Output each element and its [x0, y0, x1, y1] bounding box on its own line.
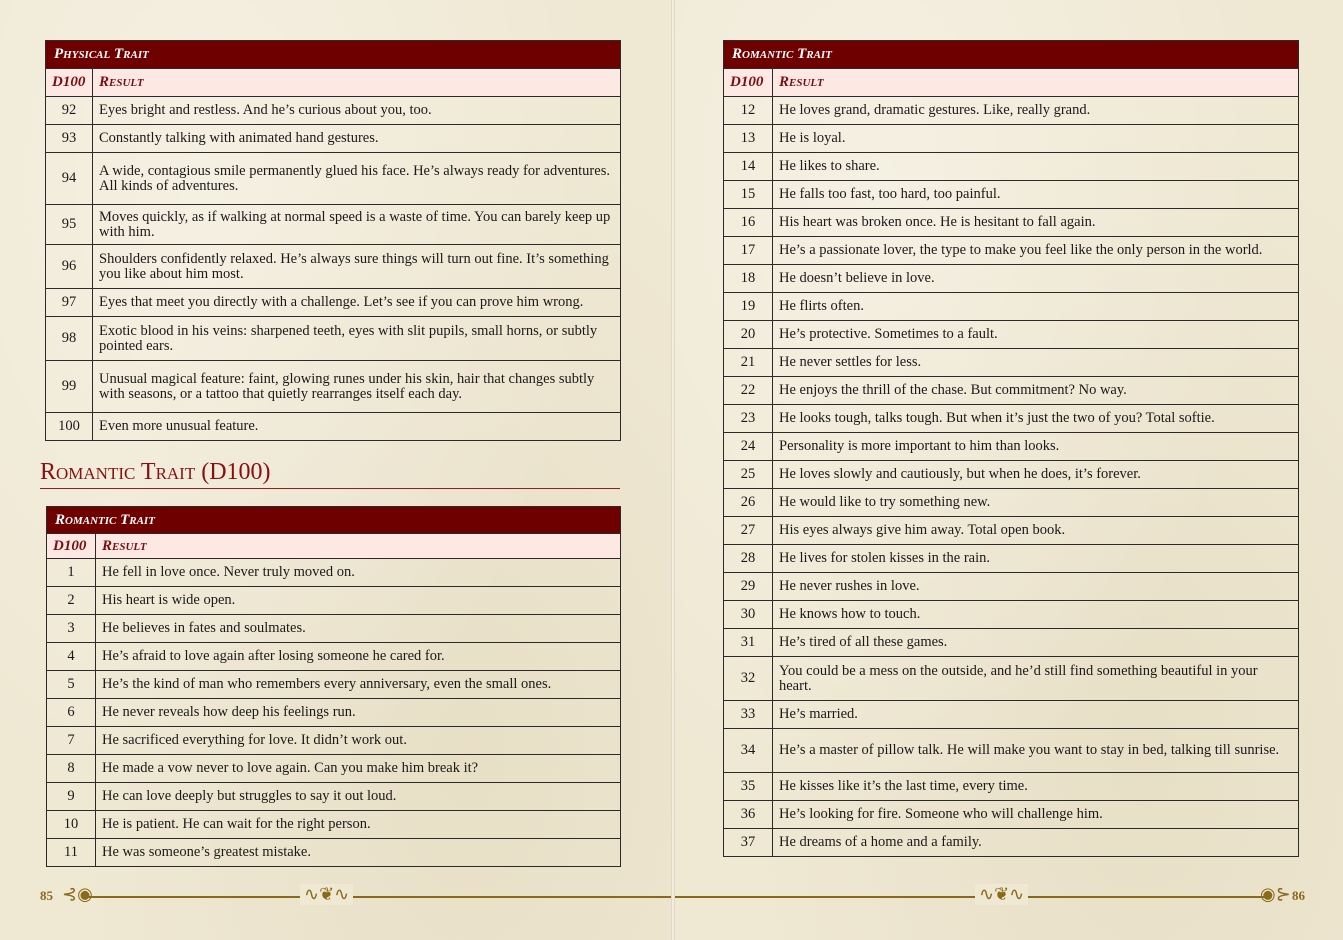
- roll-number: 10: [47, 811, 96, 839]
- table-row: [47, 727, 621, 755]
- result-text: He never reveals how deep his feelings run.: [96, 699, 621, 727]
- col-header-die: D100: [47, 534, 96, 559]
- scroll-ornament-icon: ◉⊱: [1260, 884, 1291, 904]
- result-text: He made a vow never to love again. Can you make him break it?: [96, 755, 621, 783]
- table-row: [724, 377, 1299, 405]
- result-text: He falls too fast, too hard, too painful.: [773, 181, 1299, 209]
- roll-number: 28: [724, 545, 773, 573]
- result-text: He dreams of a home and a family.: [773, 829, 1299, 857]
- result-text: He is patient. He can wait for the right person.: [96, 811, 621, 839]
- roll-number: 100: [46, 413, 93, 441]
- left-page: [0, 0, 671, 940]
- roll-number: 13: [724, 125, 773, 153]
- result-text: Eyes that meet you directly with a challenge. Let’s see if you can prove him wrong.: [93, 289, 621, 317]
- table-row: [724, 321, 1299, 349]
- roll-number: 16: [724, 209, 773, 237]
- result-text: Even more unusual feature.: [93, 413, 621, 441]
- roll-number: 27: [724, 517, 773, 545]
- result-text: He enjoys the thrill of the chase. But commitment? No way.: [773, 377, 1299, 405]
- roll-number: 24: [724, 433, 773, 461]
- romantic-trait-table: [723, 40, 1299, 857]
- table-row: [724, 181, 1299, 209]
- roll-number: 21: [724, 349, 773, 377]
- roll-number: 31: [724, 629, 773, 657]
- table-row: [724, 405, 1299, 433]
- roll-number: 37: [724, 829, 773, 857]
- roll-number: 92: [46, 97, 93, 125]
- roll-number: 26: [724, 489, 773, 517]
- roll-number: 14: [724, 153, 773, 181]
- result-text: His eyes always give him away. Total open book.: [773, 517, 1299, 545]
- roll-number: 36: [724, 801, 773, 829]
- result-text: He never rushes in love.: [773, 573, 1299, 601]
- roll-number: 19: [724, 293, 773, 321]
- roll-number: 22: [724, 377, 773, 405]
- roll-number: 93: [46, 125, 93, 153]
- result-text: He sacrificed everything for love. It didn’t work out.: [96, 727, 621, 755]
- roll-number: 6: [47, 699, 96, 727]
- roll-number: 1: [47, 559, 96, 587]
- roll-number: 8: [47, 755, 96, 783]
- table-row: [47, 587, 621, 615]
- result-text: He looks tough, talks tough. But when it’s just the two of you? Total softie.: [773, 405, 1299, 433]
- table-row: [724, 461, 1299, 489]
- table-row: [47, 755, 621, 783]
- table-row: [724, 801, 1299, 829]
- table-row: [46, 97, 621, 125]
- table-row: [724, 265, 1299, 293]
- table-row: [47, 559, 621, 587]
- romantic-trait-table: [46, 506, 621, 867]
- result-text: He’s looking for fire. Someone who will challenge him.: [773, 801, 1299, 829]
- roll-number: 99: [46, 361, 93, 413]
- roll-number: 96: [46, 245, 93, 289]
- roll-number: 20: [724, 321, 773, 349]
- roll-number: 12: [724, 97, 773, 125]
- table-row: [724, 489, 1299, 517]
- result-text: He kisses like it’s the last time, every time.: [773, 773, 1299, 801]
- table-row: [47, 699, 621, 727]
- roll-number: 97: [46, 289, 93, 317]
- table-row: [724, 545, 1299, 573]
- result-text: He loves grand, dramatic gestures. Like, really grand.: [773, 97, 1299, 125]
- roll-number: 29: [724, 573, 773, 601]
- roll-number: 25: [724, 461, 773, 489]
- roll-number: 15: [724, 181, 773, 209]
- result-text: He can love deeply but struggles to say it out loud.: [96, 783, 621, 811]
- col-header-die: D100: [724, 69, 773, 97]
- roll-number: 5: [47, 671, 96, 699]
- result-text: He’s protective. Sometimes to a fault.: [773, 321, 1299, 349]
- page-number: 86: [1292, 888, 1305, 903]
- roll-number: 23: [724, 405, 773, 433]
- result-text: He flirts often.: [773, 293, 1299, 321]
- roll-number: 94: [46, 153, 93, 205]
- roll-number: 7: [47, 727, 96, 755]
- table-row: [724, 125, 1299, 153]
- table-row: [46, 125, 621, 153]
- footer-rule: [85, 896, 671, 898]
- table-row: [47, 839, 621, 867]
- table-row: [724, 209, 1299, 237]
- col-header-die: D100: [46, 69, 93, 97]
- result-text: Constantly talking with animated hand gestures.: [93, 125, 621, 153]
- result-text: He’s tired of all these games.: [773, 629, 1299, 657]
- table-row: [46, 289, 621, 317]
- roll-number: 3: [47, 615, 96, 643]
- result-text: He knows how to touch.: [773, 601, 1299, 629]
- result-text: He lives for stolen kisses in the rain.: [773, 545, 1299, 573]
- result-text: He never settles for less.: [773, 349, 1299, 377]
- roll-number: 33: [724, 701, 773, 729]
- roll-number: 34: [724, 729, 773, 773]
- table-row: [724, 433, 1299, 461]
- result-text: He would like to try something new.: [773, 489, 1299, 517]
- result-text: Unusual magical feature: faint, glowing runes under his skin, hair that changes subtly with seasons, or a tattoo that quietly rearranges itself each day.: [93, 361, 621, 413]
- roll-number: 30: [724, 601, 773, 629]
- right-page: [675, 0, 1343, 940]
- table-row: [46, 205, 621, 245]
- result-text: He believes in fates and soulmates.: [96, 615, 621, 643]
- table-row: [724, 657, 1299, 701]
- table-row: [724, 237, 1299, 265]
- footer-rule: [675, 896, 1265, 898]
- table-row: [724, 293, 1299, 321]
- table-row: [47, 671, 621, 699]
- roll-number: 17: [724, 237, 773, 265]
- result-text: He’s married.: [773, 701, 1299, 729]
- roll-number: 4: [47, 643, 96, 671]
- table-title: Physical Trait: [46, 41, 621, 69]
- col-header-result: Result: [96, 534, 621, 559]
- col-header-result: Result: [93, 69, 621, 97]
- roll-number: 35: [724, 773, 773, 801]
- table-title: Romantic Trait: [724, 41, 1299, 69]
- flourish-ornament-icon: ∿❦∿: [300, 884, 353, 905]
- result-text: He doesn’t believe in love.: [773, 265, 1299, 293]
- result-text: He is loyal.: [773, 125, 1299, 153]
- page-number: 85: [40, 888, 53, 903]
- section-heading: Romantic Trait (D100): [40, 458, 620, 489]
- table-row: [724, 97, 1299, 125]
- roll-number: 98: [46, 317, 93, 361]
- result-text: He’s a master of pillow talk. He will make you want to stay in bed, talking till sunrise.: [773, 729, 1299, 773]
- table-row: [46, 413, 621, 441]
- table-row: [724, 349, 1299, 377]
- result-text: Personality is more important to him than looks.: [773, 433, 1299, 461]
- flourish-ornament-icon: ∿❦∿: [975, 884, 1028, 905]
- result-text: He’s afraid to love again after losing someone he cared for.: [96, 643, 621, 671]
- result-text: Moves quickly, as if walking at normal speed is a waste of time. You can barely keep up with him.: [93, 205, 621, 245]
- table-row: [724, 153, 1299, 181]
- table-row: [724, 773, 1299, 801]
- result-text: He loves slowly and cautiously, but when he does, it’s forever.: [773, 461, 1299, 489]
- col-header-result: Result: [773, 69, 1299, 97]
- result-text: His heart was broken once. He is hesitant to fall again.: [773, 209, 1299, 237]
- roll-number: 95: [46, 205, 93, 245]
- table-row: [46, 153, 621, 205]
- table-row: [724, 829, 1299, 857]
- roll-number: 9: [47, 783, 96, 811]
- table-row: [46, 245, 621, 289]
- result-text: He likes to share.: [773, 153, 1299, 181]
- result-text: Exotic blood in his veins: sharpened teeth, eyes with slit pupils, small horns, or subtly pointed ears.: [93, 317, 621, 361]
- result-text: He’s the kind of man who remembers every anniversary, even the small ones.: [96, 671, 621, 699]
- table-row: [724, 601, 1299, 629]
- result-text: He fell in love once. Never truly moved on.: [96, 559, 621, 587]
- table-row: [47, 811, 621, 839]
- result-text: You could be a mess on the outside, and he’d still find something beautiful in your heart.: [773, 657, 1299, 701]
- table-row: [724, 517, 1299, 545]
- table-row: [724, 701, 1299, 729]
- table-row: [46, 361, 621, 413]
- roll-number: 18: [724, 265, 773, 293]
- table-row: [47, 783, 621, 811]
- table-row: [724, 629, 1299, 657]
- roll-number: 32: [724, 657, 773, 701]
- scroll-ornament-icon: ⊰◉: [62, 884, 93, 904]
- result-text: A wide, contagious smile permanently glued his face. He’s always ready for adventures. All kinds of adventures.: [93, 153, 621, 205]
- table-row: [47, 615, 621, 643]
- result-text: Eyes bright and restless. And he’s curious about you, too.: [93, 97, 621, 125]
- table-title: Romantic Trait: [47, 507, 621, 534]
- result-text: His heart is wide open.: [96, 587, 621, 615]
- table-row: [724, 573, 1299, 601]
- result-text: Shoulders confidently relaxed. He’s always sure things will turn out fine. It’s something you like about him most.: [93, 245, 621, 289]
- table-row: [724, 729, 1299, 773]
- roll-number: 11: [47, 839, 96, 867]
- result-text: He’s a passionate lover, the type to make you feel like the only person in the world.: [773, 237, 1299, 265]
- table-row: [46, 317, 621, 361]
- table-row: [47, 643, 621, 671]
- roll-number: 2: [47, 587, 96, 615]
- physical-trait-table: [45, 40, 621, 441]
- result-text: He was someone’s greatest mistake.: [96, 839, 621, 867]
